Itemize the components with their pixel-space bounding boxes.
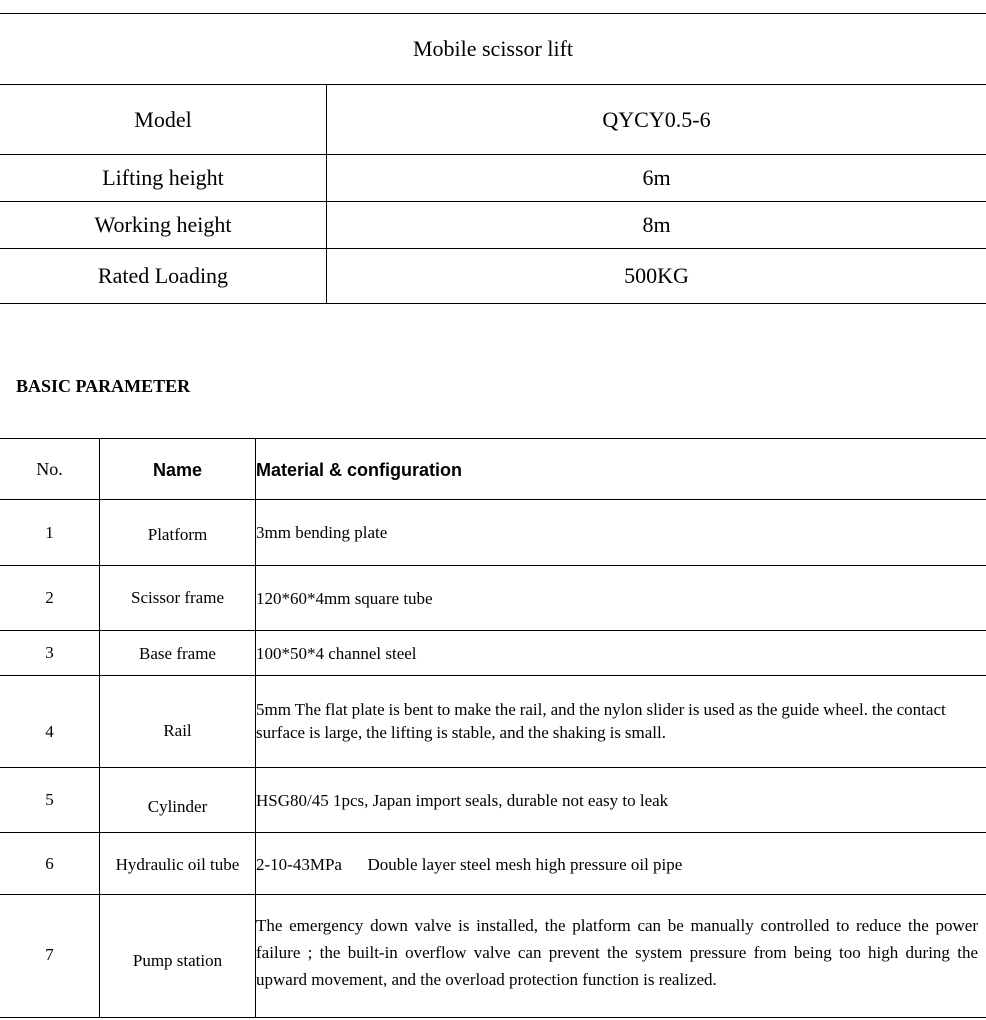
row-5-name: Cylinder — [147, 797, 208, 816]
row-5-material: HSG80/45 1pcs, Japan import seals, durable not easy to leak — [256, 791, 669, 810]
row-3-material: 100*50*4 channel steel — [256, 644, 417, 663]
spec-value-working-height: 8m — [642, 212, 671, 237]
spec-value-lifting-height: 6m — [642, 165, 671, 190]
row-2-name: Scissor frame — [130, 588, 224, 607]
row-4-material: 5mm The flat plate is bent to make the rail, and the nylon slider is used as the guide wheel. the contact surface is large, the lifting is stable, and the shaking is small. — [256, 700, 946, 742]
section-heading: BASIC PARAMETER — [16, 376, 191, 396]
row-3-no: 3 — [45, 643, 54, 662]
row-1-no: 1 — [45, 522, 54, 542]
table-border — [0, 303, 986, 304]
row-6-name: Hydraulic oil tube — [115, 854, 240, 874]
header-no: No. — [36, 458, 63, 479]
row-1-material: 3mm bending plate — [256, 523, 388, 542]
row-4-name: Rail — [163, 720, 192, 740]
header-name: Name — [152, 459, 203, 480]
row-7-name: Pump station — [132, 951, 223, 970]
row-7-material: The emergency down valve is installed, the platform can be manually controlled to reduce the power failure ; the built-in overflow valve can prevent the system pressure from being too high during the upward movement, and the overload protection function is realized. — [256, 916, 978, 989]
spec-label-working-height: Working height — [94, 212, 232, 237]
row-6-material: 2-10-43MPa Double layer steel mesh high pressure oil pipe — [256, 855, 683, 874]
table-border — [0, 1017, 986, 1018]
row-7-no: 7 — [45, 945, 54, 964]
spec-label-model: Model — [134, 106, 192, 132]
row-2-material: 120*60*4mm square tube — [256, 589, 433, 608]
spec-value-rated-loading: 500KG — [624, 263, 689, 288]
spec-table-title: Mobile scissor lift — [412, 36, 574, 61]
header-material: Material & configuration — [256, 459, 463, 480]
row-5-no: 5 — [45, 790, 54, 809]
row-1-name: Platform — [147, 525, 208, 544]
spec-label-rated-loading: Rated Loading — [97, 263, 229, 288]
spec-label-lifting-height: Lifting height — [102, 165, 224, 190]
spec-value-model: QYCY0.5-6 — [602, 106, 711, 132]
row-4-no: 4 — [45, 721, 54, 741]
row-2-no: 2 — [45, 588, 54, 607]
row-6-no: 6 — [45, 853, 54, 873]
row-3-name: Base frame — [139, 644, 216, 663]
